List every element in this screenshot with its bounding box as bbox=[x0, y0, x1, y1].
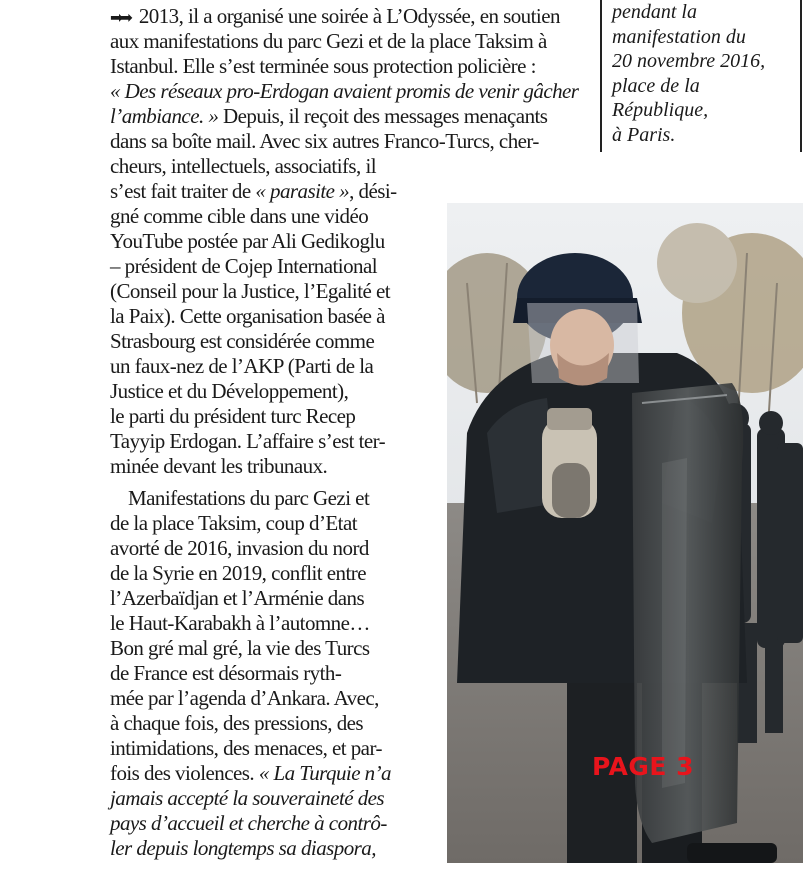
article-line: intimidations, des menaces, et par- bbox=[110, 736, 382, 760]
article-line: ➡➡ 2013, il a organisé une soirée à L’Odyssée, en soutien bbox=[110, 4, 560, 28]
article-line: de la Syrie en 2019, conflit entre bbox=[110, 561, 366, 585]
article-line: l’Azerbaïdjan et l’Arménie dans bbox=[110, 586, 365, 610]
caption-line: à Paris. bbox=[612, 123, 676, 146]
article-line: Manifestations du parc Gezi et bbox=[128, 486, 370, 510]
arrow-icon: ➡➡ bbox=[110, 8, 129, 27]
article-line: cheurs, intellectuels, associatifs, il bbox=[110, 154, 377, 178]
article-line: l’ambiance. » Depuis, il reçoit des messages menaçants bbox=[110, 104, 548, 128]
article-line: minée devant les tribunaux. bbox=[110, 454, 328, 478]
article-line: aux manifestations du parc Gezi et de la place Taksim à bbox=[110, 29, 547, 53]
article-line: « Des réseaux pro-Erdogan avaient promis de venir gâcher bbox=[110, 79, 579, 103]
article-line: Bon gré mal gré, la vie des Turcs bbox=[110, 636, 370, 660]
article-line: avorté de 2016, invasion du nord bbox=[110, 536, 369, 560]
article-line: gné comme cible dans une vidéo bbox=[110, 204, 369, 228]
article-line: de la place Taksim, coup d’Etat bbox=[110, 511, 357, 535]
article-line: jamais accepté la souveraineté des bbox=[110, 786, 385, 810]
caption-line: République, bbox=[612, 99, 709, 121]
article-line: YouTube postée par Ali Gedikoglu bbox=[110, 229, 385, 253]
article-line: Tayyip Erdogan. L’affaire s’est ter- bbox=[110, 429, 386, 453]
article-line: le parti du président turc Recep bbox=[110, 404, 356, 428]
article-line: dans sa boîte mail. Avec six autres Franco-Turcs, cher- bbox=[110, 129, 539, 153]
article-line: Istanbul. Elle s’est terminée sous protection policière : bbox=[110, 54, 536, 78]
article-line: de France est désormais ryth- bbox=[110, 661, 342, 685]
caption-line: place de la bbox=[612, 74, 700, 97]
photo-caption bbox=[612, 0, 802, 147]
article-line: mée par l’agenda d’Ankara. Avec, bbox=[110, 686, 379, 710]
article-line: la Paix). Cette organisation basée à bbox=[110, 304, 385, 328]
article-line: fois des violences. « La Turquie n’a bbox=[110, 761, 392, 785]
article-line: ler depuis longtemps sa diaspora, bbox=[110, 836, 376, 860]
caption-line: pendant la bbox=[612, 1, 697, 23]
article-line: Justice et du Développement), bbox=[110, 379, 349, 403]
caption-line: manifestation du bbox=[612, 25, 746, 48]
article-line: s’est fait traiter de « parasite », dési- bbox=[110, 179, 397, 203]
article-line: pays d’accueil et cherche à contrô- bbox=[110, 811, 387, 835]
article-line: – président de Cojep International bbox=[110, 254, 378, 278]
column-divider bbox=[600, 0, 602, 152]
article-line: un faux-nez de l’AKP (Parti de la bbox=[110, 354, 374, 378]
article-line: (Conseil pour la Justice, l’Egalité et bbox=[110, 279, 391, 303]
caption-line: 20 novembre 2016, bbox=[612, 50, 766, 72]
page-label: PAGE 3 bbox=[592, 752, 695, 781]
article-line: à chaque fois, des pressions, des bbox=[110, 711, 364, 735]
article-line: Strasbourg est considérée comme bbox=[110, 329, 375, 353]
article-line: le Haut-Karabakh à l’automne… bbox=[110, 611, 370, 635]
